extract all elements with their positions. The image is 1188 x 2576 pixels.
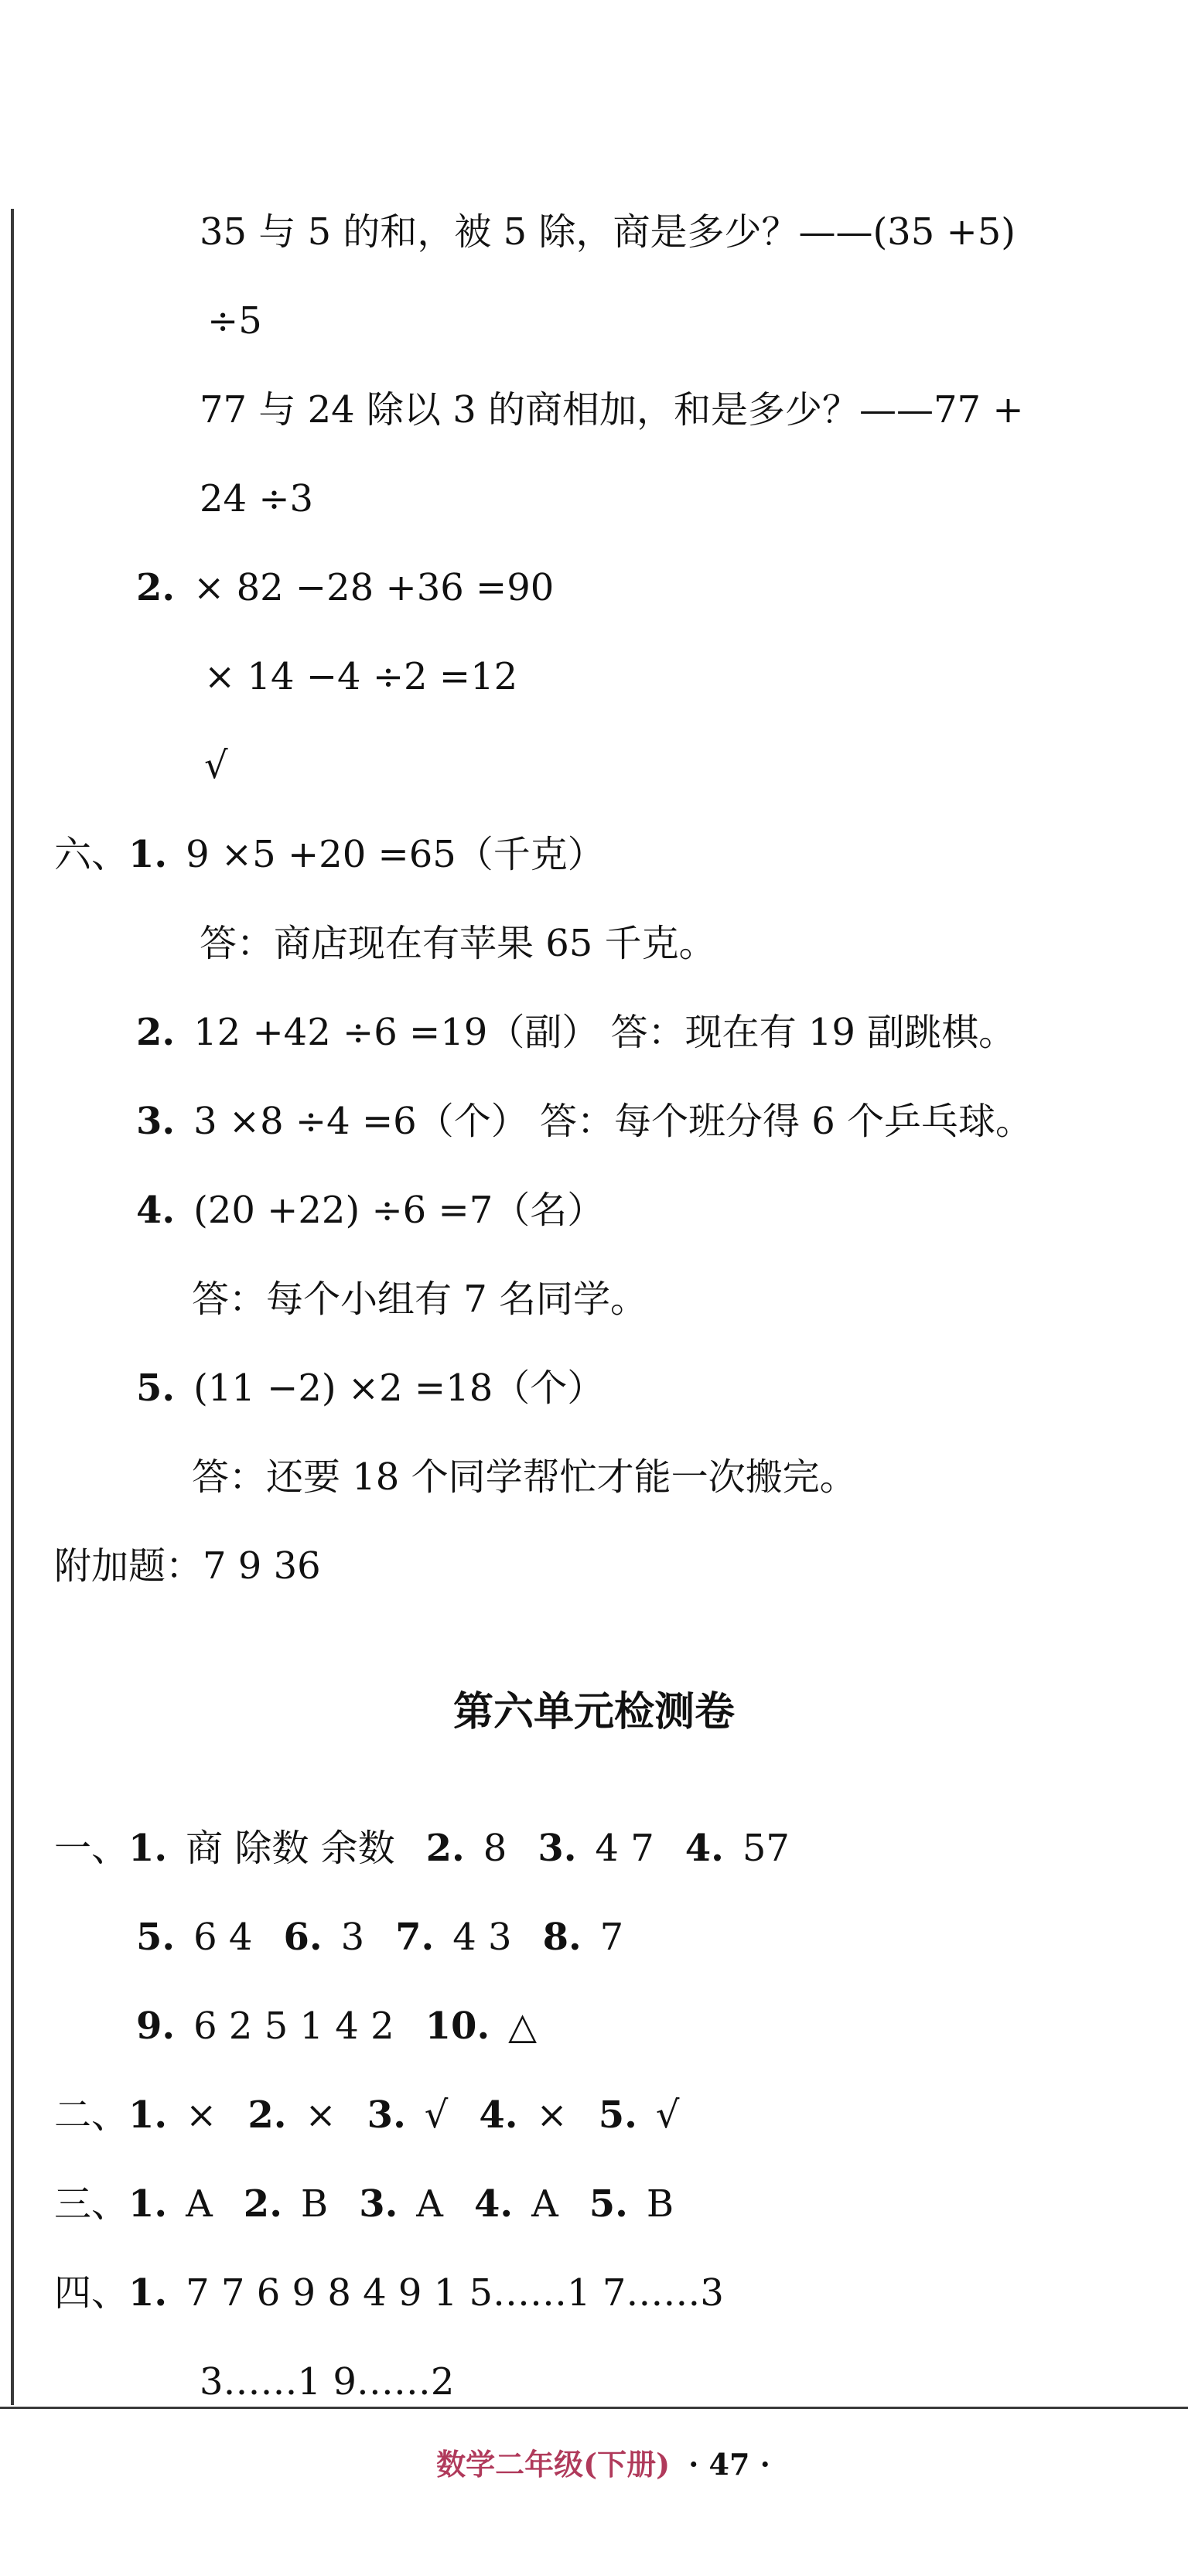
item-number: 6. [283, 1916, 323, 1959]
answer: × [536, 2093, 568, 2137]
item-number: 2. [425, 1827, 465, 1870]
text-line-4: 24 ÷3 [200, 477, 314, 520]
section-label: 二、 [54, 2093, 129, 2137]
item-number: 9. [136, 2005, 176, 2048]
section-label: 四、 [54, 2271, 129, 2315]
text-line-1: 35 与 5 的和，被 5 除，商是多少？——(35 +5) [200, 210, 1016, 254]
section-label: 三、 [54, 2182, 129, 2226]
item-number: 4. [473, 2182, 514, 2226]
sec4-row [54, 2270, 724, 2316]
answer: √ [424, 2093, 449, 2137]
item-text: (20 +22) ÷6 =7（名） [193, 1189, 605, 1232]
sec1-row-1 [54, 1825, 790, 1871]
item-number: 10. [425, 2005, 490, 2048]
page-number: · 47 · [688, 2447, 770, 2482]
item-number: 3. [367, 2093, 406, 2137]
item-number: 1. [128, 2093, 168, 2137]
item-number: 3. [136, 1100, 176, 1143]
answer: 7 [599, 1916, 624, 1959]
answer: 7 7 6 9 8 4 9 1 5……1 7……3 [186, 2271, 724, 2315]
answer: 4 7 [595, 1827, 654, 1870]
item-text: (11 −2) ×2 =18（个） [193, 1366, 605, 1410]
sec1-row-2 [136, 1914, 623, 1960]
bonus-question: 附加题：7 9 36 [54, 1544, 321, 1588]
answer: × [186, 2093, 217, 2137]
item-number: 5. [136, 1366, 176, 1410]
item-number: 7. [395, 1916, 435, 1959]
item-number: 2. [248, 2093, 287, 2137]
answer: A [531, 2182, 558, 2226]
part6-item-5-answer: 答：还要 18 个同学帮忙才能一次搬完。 [192, 1455, 857, 1499]
answer: 3 [340, 1916, 365, 1959]
answer: A [186, 2182, 213, 2226]
item-number: 5. [589, 2182, 628, 2226]
answer: A [416, 2182, 443, 2226]
item-number: 2. [136, 566, 176, 609]
item-number: 1. [128, 2271, 168, 2315]
item-number: 1. [128, 833, 168, 876]
answer: B [646, 2182, 674, 2226]
item-number: 4. [136, 1189, 176, 1232]
item-number: 3. [538, 1827, 577, 1870]
item-text: 3 ×8 ÷4 =6（个） 答：每个班分得 6 个乒乓球。 [193, 1100, 1033, 1143]
bottom-rule [0, 2407, 1188, 2409]
text-line-2: ÷5 [207, 299, 262, 343]
item-number: 1. [128, 2182, 168, 2226]
section-label: 一、 [54, 1827, 129, 1870]
item-5-2 [136, 565, 554, 611]
page-footer [387, 2445, 820, 2484]
answer: B [300, 2182, 329, 2226]
part6-item-2 [136, 1009, 1016, 1056]
part6-item-4 [136, 1187, 604, 1233]
part6-item-1 [54, 831, 605, 878]
answer: 4 3 [452, 1916, 512, 1959]
part6-item-1-answer: 答：商店现在有苹果 65 千克。 [200, 922, 716, 965]
item-number: 8. [542, 1916, 582, 1959]
text-line-3: 77 与 24 除以 3 的商相加，和是多少？——77 + [200, 388, 1024, 432]
item-5-2-b: × 14 −4 ÷2 =12 [204, 655, 518, 698]
item-text: 9 ×5 +20 =65（千克） [186, 833, 605, 876]
section-title: 第六单元检测卷 [452, 1689, 735, 1735]
item-number: 2. [136, 1011, 176, 1054]
answer: 商 除数 余数 [186, 1827, 395, 1870]
item-number: 3. [359, 2182, 398, 2226]
answer: 8 [483, 1827, 507, 1870]
item-number: 4. [479, 2093, 518, 2137]
answer: 57 [742, 1827, 790, 1870]
sec1-row-3 [136, 2003, 537, 2049]
answer: △ [508, 2005, 538, 2048]
sec3-row [54, 2181, 674, 2227]
item-number: 4. [684, 1827, 724, 1870]
item-number: 5. [136, 1916, 176, 1959]
answer: 6 4 [193, 1916, 253, 1959]
answer: √ [655, 2093, 680, 2137]
answer: × [305, 2093, 336, 2137]
part6-item-5 [136, 1365, 604, 1411]
part6-item-3 [136, 1098, 1033, 1145]
item-text: 12 +42 ÷6 =19（副） 答：现在有 19 副跳棋。 [193, 1011, 1016, 1054]
sec2-row [54, 2092, 679, 2138]
item-number: 1. [128, 1827, 168, 1870]
item-text: × 82 −28 +36 =90 [193, 566, 555, 609]
footer-title: 数学二年级(下册) [436, 2447, 671, 2482]
part6-item-4-answer: 答：每个小组有 7 名同学。 [192, 1278, 648, 1321]
item-number: 5. [598, 2093, 637, 2137]
section-label: 六、 [54, 833, 129, 876]
sec4-row-cont: 3……1 9……2 [200, 2360, 455, 2404]
answer: 6 2 5 1 4 2 [193, 2005, 394, 2048]
item-number: 2. [243, 2182, 282, 2226]
item-5-2-c: √ [204, 744, 228, 787]
left-margin-rule [11, 209, 14, 2405]
